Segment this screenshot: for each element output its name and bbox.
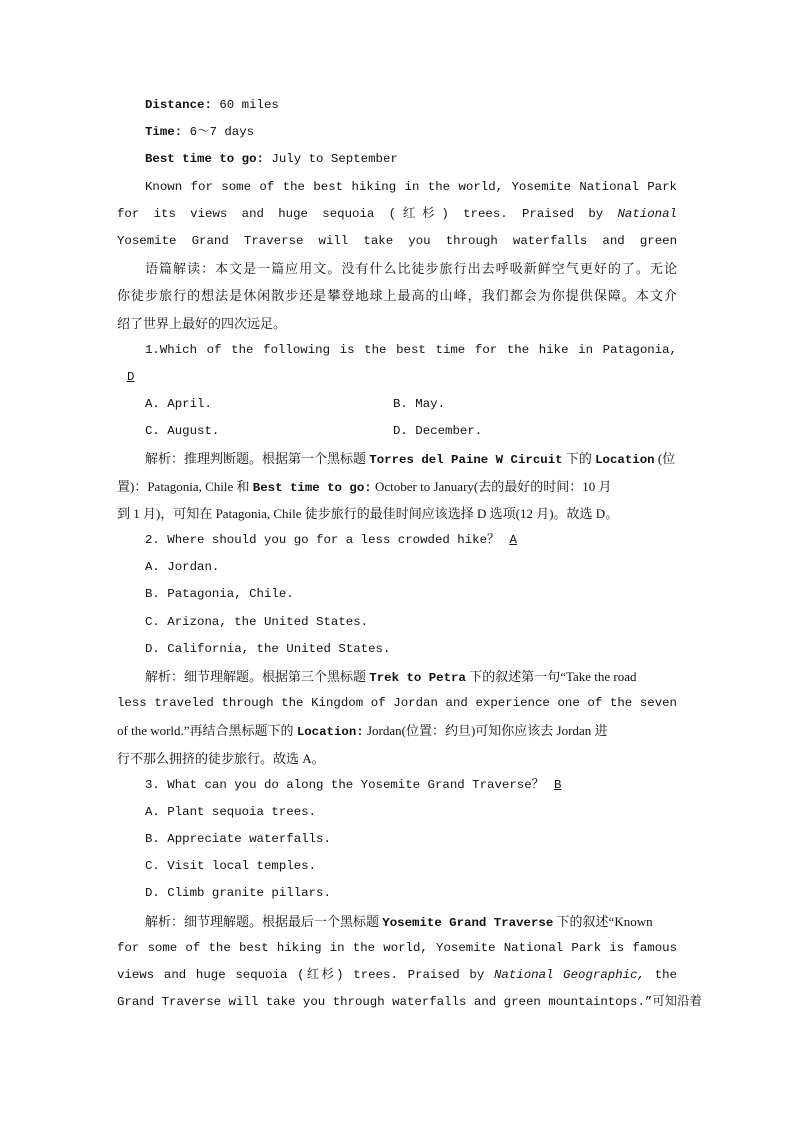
option-d: D. California, the United States. (145, 641, 391, 656)
q2-explain-line (117, 663, 677, 690)
time-value: 6～7 days (182, 125, 255, 140)
passage-text: for its views and huge sequoia (红杉) trees. Praised by (117, 206, 618, 221)
explain-text: 解析：细节理解题。根据最后一个黑标题 (145, 913, 383, 929)
heading-ref: Torres del Paine W Circuit (369, 453, 563, 468)
explain-text: 下的 (562, 451, 596, 467)
option-a: A. Plant sequoia trees. (145, 804, 317, 819)
explain-text: (位 (654, 451, 676, 467)
overview-line: 语篇解读：本文是一篇应用文。没有什么比徒步旅行出去呼吸新鲜空气更好的了。无论 (145, 261, 677, 277)
q2-stem: 2. Where should you go for a less crowded hike？ (145, 533, 500, 547)
source-italic: National Geographic, (493, 968, 645, 982)
option-a: A. Jordan. (145, 560, 220, 575)
q3-explain-line: for some of the best hiking in the world, Yosemite National Park is famous (117, 940, 677, 955)
q2-explain-line (117, 717, 677, 744)
explain-text: the (654, 968, 677, 982)
option-c: C. Visit local temples. (145, 859, 317, 874)
q2-stem-line (117, 527, 677, 554)
heading-ref: Trek to Petra (369, 670, 466, 685)
q3-stem: 3. What can you do along the Yosemite Grand Traverse？ (145, 777, 545, 792)
q3-explain-line (117, 908, 677, 935)
explain-text: 下的叙述第一句“Take the road (465, 668, 637, 684)
option-d: D. Climb granite pillars. (145, 886, 331, 901)
passage-line (117, 201, 677, 228)
q1-explain-line (117, 445, 677, 472)
option-b: B. Patagonia, Chile. (145, 587, 294, 602)
option-d: D. December. (393, 424, 483, 439)
q1-explain-line: 到 1 月)，可知在 Patagonia, Chile 徒步旅行的最佳时间应该选择 D 选项(12 月)。故选 D。 (117, 505, 619, 521)
q3-stem-line (117, 772, 677, 799)
q3-explain-line (117, 962, 677, 989)
q1-explain-line (117, 473, 677, 500)
q1-options-row (117, 391, 677, 418)
q3-explain-line: Grand Traverse will take you through waterfalls and green mountaintops.”可知沿着 (117, 995, 702, 1010)
overview-line: 绍了世界上最好的四次远足。 (117, 315, 287, 331)
time-line (117, 119, 677, 146)
explain-text: 解析：推理判断题。根据第一个黑标题 (145, 451, 370, 467)
option-c: C. August. (145, 424, 220, 439)
location-ref: Location: (296, 725, 364, 740)
best-time-line (117, 146, 677, 173)
explain-text: of the world.”再结合黑标题下的 (117, 723, 297, 739)
passage-line: Known for some of the best hiking in the world, Yosemite National Park (145, 179, 677, 194)
q2-answer: A (509, 533, 517, 547)
explain-text: views and huge sequoia (红杉) trees. Praised by (117, 968, 494, 982)
distance-line (117, 92, 677, 119)
option-b: B. Appreciate waterfalls. (145, 832, 331, 847)
q1-answer-line (117, 364, 677, 391)
page-content (117, 92, 702, 1016)
option-c: C. Arizona, the United States. (145, 614, 369, 629)
q1-stem: 1.Which of the following is the best time for the hike in Patagonia, (145, 342, 677, 357)
distance-value: 60 miles (211, 98, 279, 112)
best-time-ref: Best time to go: (252, 480, 372, 495)
explain-text: 解析：细节理解题。根据第三个黑标题 (145, 668, 370, 684)
distance-label: Distance: (145, 98, 212, 112)
q2-explain-line: 行不那么拥挤的徒步旅行。故选 A。 (117, 750, 325, 766)
passage-line: Yosemite Grand Traverse will take you through waterfalls and green (117, 233, 677, 248)
explain-text: 下的叙述“Known (553, 913, 653, 929)
explain-text: October to January(去的最好的时间：10 月 (371, 478, 612, 494)
time-label: Time: (145, 125, 183, 140)
best-time-label: Best time to go: (145, 152, 264, 167)
best-time-value: July to September (263, 152, 398, 167)
option-a: A. April. (145, 397, 212, 412)
source-italic: National (617, 206, 677, 221)
explain-text: 置)：Patagonia, Chile 和 (117, 478, 253, 494)
location-ref: Location (595, 453, 655, 468)
heading-ref: Yosemite Grand Traverse (382, 915, 554, 930)
explain-text: Jordan(位置：约旦)可知你应该去 Jordan 进 (363, 723, 608, 739)
q2-explain-line: less traveled through the Kingdom of Jordan and experience one of the seven (117, 696, 677, 711)
q3-answer: B (554, 777, 562, 792)
q1-options-row (117, 418, 677, 445)
q1-answer: D (127, 369, 135, 384)
option-b: B. May. (393, 397, 446, 412)
overview-line: 你徒步旅行的想法是休闲散步还是攀登地球上最高的山峰，我们都会为你提供保障。本文介 (117, 288, 677, 304)
